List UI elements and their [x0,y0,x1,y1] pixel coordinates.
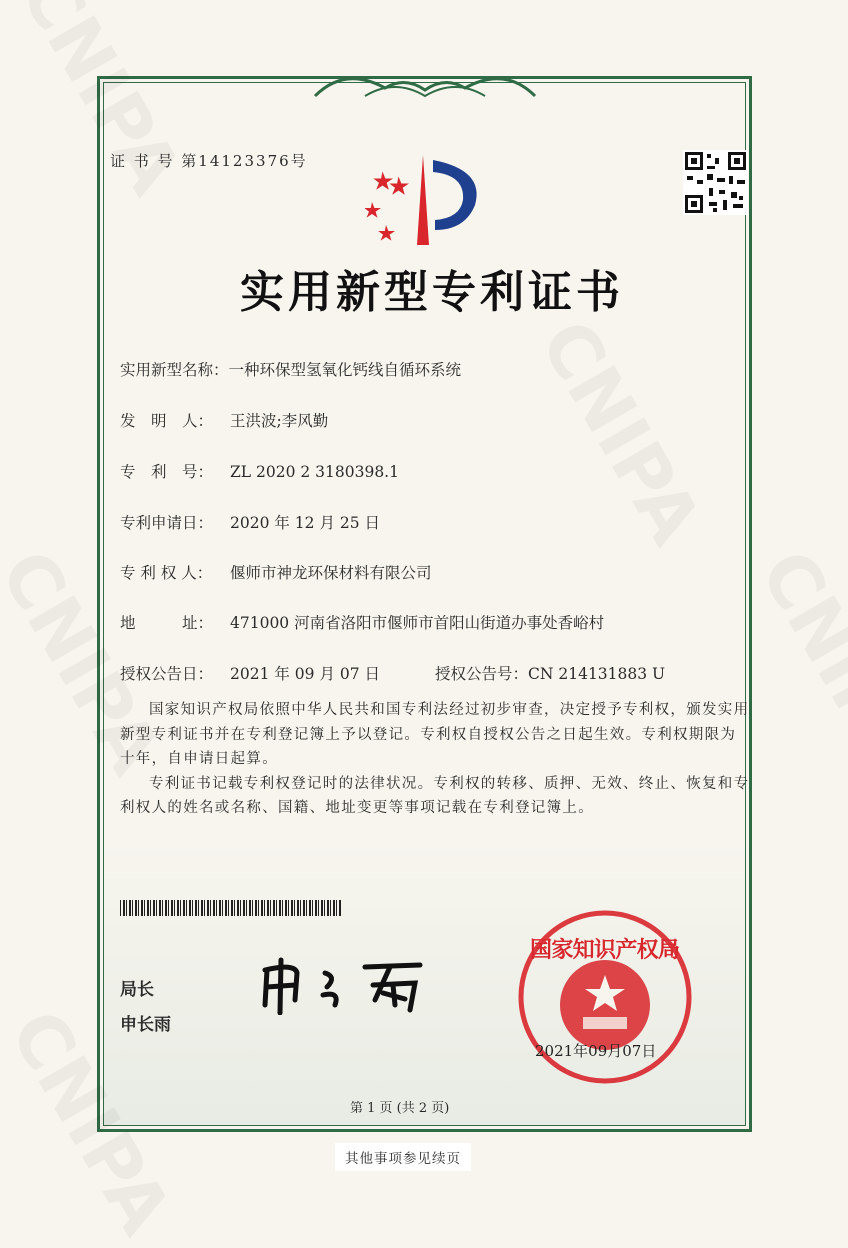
cnipa-logo [365,150,490,245]
field-label: 专 利 权 人： [120,564,213,582]
page-indicator: 第 1 页 (共 2 页) [350,1101,450,1116]
field-label: 专 利 号： [120,463,214,481]
field-label: 发 明 人： [120,412,214,430]
field-label: 地 址： [120,614,214,632]
field-value: ZL 2020 2 3180398.1 [230,463,399,481]
field-label: 专利申请日： [120,514,214,532]
certificate-title: 实用新型专利证书 [240,267,624,318]
field-patentee [120,561,432,583]
director-name: 申长雨 [120,1015,171,1035]
seal-date: 2021年09月07日 [535,1042,657,1060]
field-value: 2020 年 12 月 25 日 [230,514,381,532]
field-application-date [120,511,380,533]
field-patent-number [120,460,399,482]
field-value: 471000 河南省洛阳市偃师市首阳山街道办事处香峪村 [230,614,605,632]
field-value: 2021 年 09 月 07 日 [230,665,381,683]
official-seal [515,905,695,1090]
ornament-top [305,66,545,106]
field-label: 授权公告日： [120,665,214,683]
statement-paragraph: 国家知识产权局依照中华人民共和国专利法经过初步审查，决定授予专利权，颁发实用新型专利证书并在专利登记簿上予以登记。专利权自授权公告之日起生效。专利权期限为十年，自申请日起算。 [120,702,750,767]
certificate-number: 证 书 号 第14123376号 [110,152,308,170]
continue-note: 其他事项参见续页 [335,1143,471,1171]
field-value: CN 214131883 U [528,665,666,683]
statement-paragraph: 专利证书记载专利权登记时的法律状况。专利权的转移、质押、无效、终止、恢复和专利权人的姓名或名称、国籍、地址变更等事项记载在专利登记簿上。 [120,775,750,816]
field-address [120,611,604,633]
field-utility-model-name [120,358,461,380]
watermark [744,536,848,787]
director-title: 局长 [120,980,154,1000]
qr-code [683,150,748,215]
seal-text: 国家知识产权局 [530,938,680,963]
field-inventors [120,409,328,431]
director-signature [255,955,440,1015]
field-label: 实用新型名称： [120,361,229,379]
field-value: 一种环保型氢氧化钙线自循环系统 [228,361,462,379]
certificate-statement [120,698,750,821]
field-label: 授权公告号： [435,665,529,683]
field-grant-number [435,662,665,684]
field-value: 偃师市神龙环保材料有限公司 [230,564,432,582]
field-value: 王洪波;李风勤 [230,412,329,430]
field-grant-date [120,662,380,684]
barcode [120,900,342,916]
